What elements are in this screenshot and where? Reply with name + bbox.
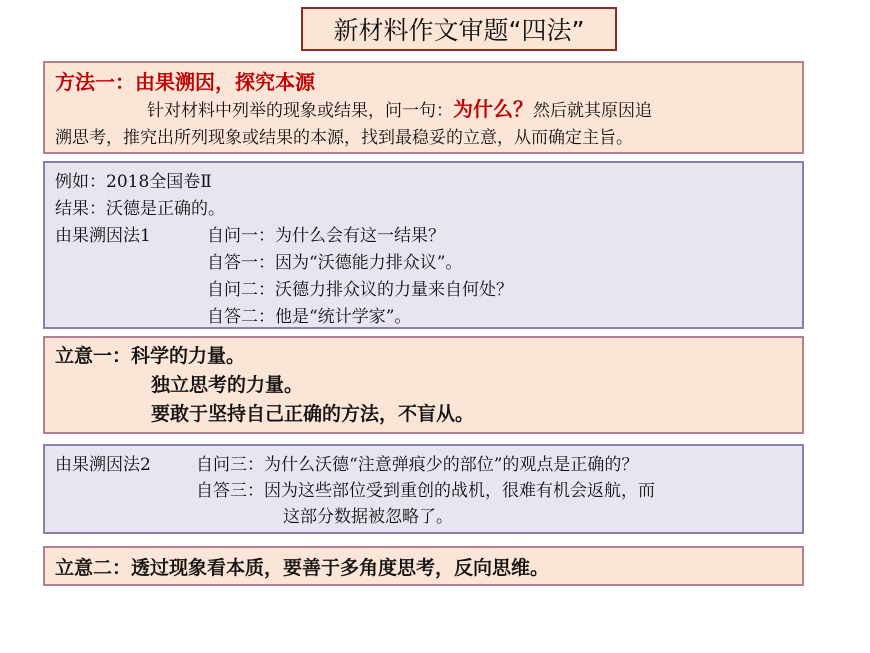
idea1-box: [43, 336, 804, 434]
method-heading: 方法一：由果溯因，探究本源: [55, 70, 315, 94]
idea2-text: 立意二：透过现象看本质，要善于多角度思考，反向思维。: [55, 556, 550, 579]
example2-a3: 自答三：因为这些部位受到重创的战机，很难有机会返航，而: [196, 481, 655, 501]
example2-box: [43, 444, 804, 534]
method-body: [55, 96, 792, 152]
idea1-line1: 立意一：科学的力量。: [55, 345, 246, 367]
example2-a3-cont: 这部分数据被忽略了。: [283, 507, 453, 527]
idea2-box: [43, 546, 804, 586]
idea1-line3: 要敢于坚持自己正确的方法，不盲从。: [151, 403, 475, 425]
example2-row-3: [55, 504, 792, 530]
method-box: [43, 61, 804, 154]
example2-q3: 自问三：为什么沃德“注意弹痕少的部位”的观点是正确的？: [196, 455, 639, 475]
method-body-line2: 溯思考，推究出所列现象或结果的本源，找到最稳妥的立意，从而确定主旨。: [55, 128, 633, 148]
example1-qa-row-1: [55, 223, 792, 250]
example1-qa-row-2: [55, 250, 792, 277]
example1-qa-row-4: [55, 304, 792, 331]
method-body-highlight: 为什么？: [453, 97, 533, 121]
example1-method-label: 由果溯因法1: [55, 226, 151, 246]
example2-row-2: [55, 478, 792, 504]
example2-row-1: [55, 452, 792, 478]
method-body-after: 然后就其原因追: [533, 101, 652, 121]
example2-method-label: 由果溯因法2: [55, 455, 151, 475]
example1-qa-4: 自答二：他是“统计学家”。: [207, 307, 412, 327]
example1-qa-1: 自问一：为什么会有这一结果？: [207, 226, 445, 246]
example1-qa-3: 自问二：沃德力排众议的力量来自何处？: [207, 280, 513, 300]
example1-qa-2: 自答一：因为“沃德能力排众议”。: [207, 253, 463, 273]
idea1-line2: 独立思考的力量。: [151, 374, 304, 396]
example1-box: [43, 161, 804, 329]
example1-line2: 结果：沃德是正确的。: [55, 199, 225, 219]
example1-qa-row-3: [55, 277, 792, 304]
page-title-text: 新材料作文审题“四法”: [333, 16, 585, 45]
method-body-before: 针对材料中列举的现象或结果，问一句：: [147, 101, 453, 121]
page-title: [301, 7, 617, 51]
example1-line1: 例如：2018全国卷Ⅱ: [55, 172, 212, 192]
